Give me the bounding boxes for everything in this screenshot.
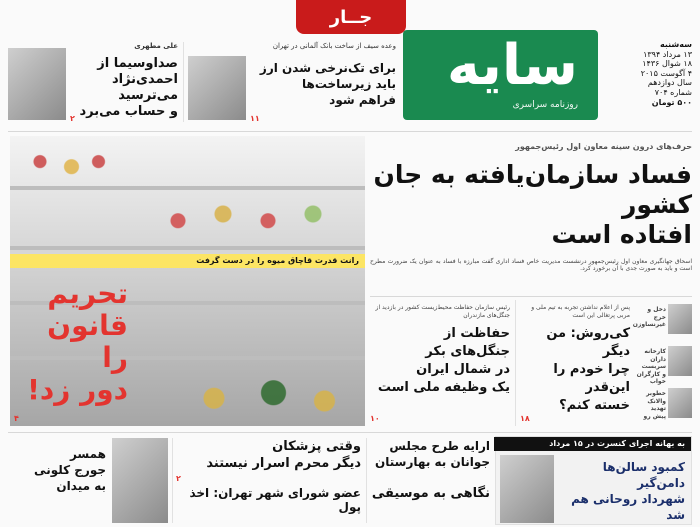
bottom-right-line-2: شهرداد روحانی هم شد <box>571 492 685 522</box>
mid-headline-line-3: در شمال ایران <box>416 362 510 377</box>
bottom-center-top-line-1: وقتی پزشکان <box>272 439 361 454</box>
bottom-right-headline <box>555 459 685 523</box>
top-divider <box>183 42 184 122</box>
bottom-right-banner: به بهانه اجرای کنسرت در ۱۵ مرداد <box>494 437 691 451</box>
lead-headline-2: افتاده است <box>551 219 692 249</box>
lead-rule <box>370 296 692 297</box>
side-thumb-2[interactable] <box>636 346 692 385</box>
bottom-right-feature[interactable] <box>495 436 692 525</box>
bottom-left-story[interactable] <box>8 438 168 523</box>
photo-headline[interactable] <box>18 278 128 406</box>
side-thumb-1-label: دخل و خرج غیرنساوزن <box>632 306 666 328</box>
shelf-line-2 <box>10 246 365 250</box>
kiroush-story-page: ۱۸ <box>520 414 530 423</box>
lead-kicker: حرف‌های درون سینه معاون اول رئیس‌جمهور <box>515 142 692 151</box>
top-story-right-name: علی مطهری <box>134 42 178 50</box>
top-story-right-line-2: احمدی‌نژاد می‌ترسید <box>111 72 178 103</box>
bottom-center-top-line-2: دیگر محرم اسرار نیستند <box>206 456 361 471</box>
bottom-right-line-1: کمبود سالن‌ها دامن‌گیر <box>602 460 685 490</box>
side-thumb-2-photo <box>668 346 692 376</box>
kiroush-headline <box>520 325 630 415</box>
top-story-left-line-1: برای تک‌نرخی شدن ارز <box>259 61 396 75</box>
bottom-left-line-3: به میدان <box>56 479 106 493</box>
mid-headline-line-4: یک وظیفه ملی است <box>377 380 510 395</box>
issue-price: ۵۰۰ تومان <box>651 97 692 107</box>
issue-date-gregorian: ۴ آگوست ۲۰۱۵ <box>640 68 692 78</box>
top-story-right-headline <box>58 56 178 120</box>
side-thumb-1[interactable] <box>632 304 692 340</box>
side-thumb-1-photo <box>668 304 692 334</box>
bottom-mid-bottom: نگاهی به موسیقی <box>371 486 490 501</box>
masthead-rule <box>8 131 692 132</box>
mid-story-page: ۱۰ <box>370 414 380 423</box>
bottom-mid-top-line-2: جوانان به بهارستان <box>375 455 490 469</box>
kiroush-headline-line-2: چرا خودم را <box>553 362 630 377</box>
top-story-right-line-1: صداوسیما از <box>97 56 178 71</box>
photo-banner-text: رانت قدرت قاچاق میوه را در دست گرفت <box>196 256 359 265</box>
bottom-left-line-2: جورج کلونی <box>34 463 106 477</box>
bottom-left-photo <box>112 438 168 523</box>
fruit-cluster-2 <box>160 196 340 241</box>
lead-story[interactable] <box>370 142 692 292</box>
shelf-line <box>10 186 365 190</box>
side-thumb-3[interactable] <box>636 388 692 424</box>
mid-divider <box>515 300 516 426</box>
bottom-left-headline <box>8 446 106 494</box>
bottom-mid-top-line-1: ارایه طرح مجلس <box>389 439 490 453</box>
kiroush-headline-line-3: این‌قدر <box>585 380 630 395</box>
logo-subtitle: روزنامه سراسری <box>512 100 578 110</box>
pineapple-cluster <box>180 368 350 423</box>
issue-year: سال دوازدهم <box>647 78 692 88</box>
bottom-rule <box>8 432 692 433</box>
masthead-logo <box>403 30 598 120</box>
logo-text: سایه <box>446 33 578 98</box>
photo-headline-line-2: قانون را <box>47 309 128 374</box>
photo-headline-line-3: دور زد! <box>27 373 128 406</box>
mid-headline-line-1: حفاظت از <box>443 326 510 341</box>
side-thumb-3-photo <box>668 388 692 418</box>
kiroush-story[interactable] <box>520 304 630 426</box>
kiroush-kicker: پس از اعلام نداشتن تجربه به تیم ملی و مربی پرتغالی این است <box>531 304 630 319</box>
top-story-left[interactable] <box>188 42 396 124</box>
top-story-left-line-3: فراهم شود <box>329 93 396 107</box>
top-story-left-kicker: وعده سیف از ساخت بانک آلمانی در تهران <box>272 42 396 50</box>
top-banner: جــار <box>296 0 406 34</box>
bottom-left-line-1: همسر <box>69 447 106 461</box>
fruit-cluster <box>22 148 112 182</box>
bottom-mid-story[interactable] <box>370 438 490 523</box>
photo-story-page: ۴ <box>14 414 19 423</box>
bottom-mid-top <box>370 438 490 470</box>
kiroush-headline-line-1: کی‌روش: من دیگر <box>546 326 630 359</box>
bottom-center-page: ۲ <box>176 474 181 483</box>
portrait-photo-2 <box>188 56 246 120</box>
issue-number: شماره ۷۰۴ <box>654 87 692 97</box>
side-thumb-3-label: خطوبر والانک تهدید پیش رو <box>643 390 666 420</box>
bottom-divider-2 <box>366 438 367 523</box>
bottom-center-story[interactable] <box>176 438 361 523</box>
issue-date-hijri: ۱۸ شوال ۱۴۳۶ <box>642 59 692 69</box>
top-story-right-line-3: و حساب می‌برد <box>79 104 178 119</box>
top-story-left-page: ۱۱ <box>250 114 260 124</box>
kiroush-headline-line-4: خسته کنم؟ <box>559 398 630 413</box>
top-story-right-page: ۲ <box>70 114 75 124</box>
top-story-right[interactable] <box>8 42 178 124</box>
mid-headline <box>370 325 510 397</box>
side-thumb-2-label: کارخانه داران سربست و کارگران خواب <box>636 348 666 385</box>
mid-kicker: رئیس سازمان حفاظت محیط‌زیست کشور در بازدید از جنگل‌های مازندران <box>375 304 510 319</box>
mid-story[interactable] <box>370 304 510 426</box>
bottom-center-top <box>176 438 361 472</box>
mid-headline-line-2: جنگل‌های بکر <box>425 344 510 359</box>
lead-headline-1: فساد سازمان‌یافته به جان کشور <box>373 159 692 219</box>
top-story-left-line-2: باید زیرساخت‌ها <box>302 77 396 91</box>
lead-body: اسحاق جهانگیری معاون اول رئیس‌جمهور درنشست مدیریت خاص فساد اداری گفت مبارزه با فساد به عنوان یک ضرورت مطرح است و باید به صورت جدی با آن برخورد کرد. <box>370 257 692 273</box>
issue-date-jalali: ۱۳ مرداد ۱۳۹۴ <box>643 49 692 59</box>
bottom-center-bottom: عضو شورای شهر تهران: اخذ پول <box>189 486 361 514</box>
top-story-left-headline <box>248 60 396 108</box>
photo-banner <box>10 254 365 268</box>
issue-info <box>612 40 692 107</box>
bottom-right-photo <box>500 455 554 523</box>
side-thumbs <box>632 304 692 426</box>
photo-headline-line-1: تحریم <box>47 277 128 310</box>
bottom-divider-1 <box>172 438 173 523</box>
issue-day: سه‌شنبه <box>660 40 692 49</box>
